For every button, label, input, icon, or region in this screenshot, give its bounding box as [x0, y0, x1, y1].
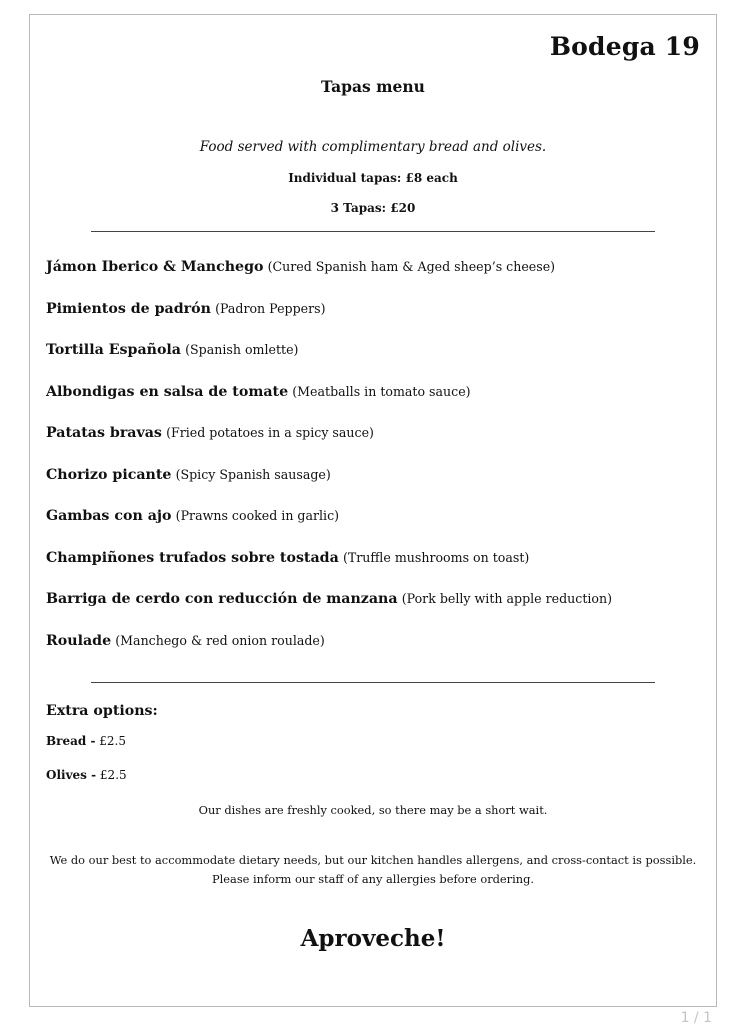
menu-item	[46, 550, 706, 592]
item-name: Albondigas en salsa de tomate	[46, 383, 289, 400]
item-name: Gambas con ajo	[46, 508, 172, 524]
intro-note: Food served with complimentary bread and olives.	[199, 139, 547, 155]
extra-price: £2.5	[99, 768, 127, 782]
item-name: Champiñones trufados sobre tostada	[46, 549, 339, 566]
extra-option-olives	[46, 768, 127, 782]
item-description: (Meatballs in tomato sauce)	[292, 383, 471, 399]
menu-item	[46, 425, 706, 467]
extra-price: £2.5	[99, 734, 126, 748]
menu-item	[46, 384, 706, 426]
item-name: Jámon Iberico & Manchego	[46, 259, 264, 275]
item-name: Roulade	[46, 632, 112, 649]
menu-item	[46, 259, 706, 301]
menu-item	[46, 508, 706, 550]
bundle-price: 3 Tapas: £20	[330, 201, 416, 215]
extras-heading: Extra options:	[46, 703, 158, 719]
wait-note: Our dishes are freshly cooked, so there may be a short wait.	[198, 803, 548, 817]
allergen-note-line-1: We do our best to accommodate dietary needs, but our kitchen handles allergens, and cross-contact is possible.	[49, 853, 697, 867]
item-description: (Spanish omlette)	[185, 342, 299, 357]
menu-item	[46, 467, 706, 509]
extra-name: Bread -	[46, 734, 96, 748]
restaurant-name: Bodega 19	[549, 32, 700, 61]
menu-item	[46, 591, 706, 633]
extra-name: Olives -	[46, 768, 97, 782]
menu-page	[29, 14, 717, 1007]
page-counter: 1 / 1	[680, 1010, 712, 1024]
individual-price: Individual tapas: £8 each	[288, 171, 458, 185]
item-description: (Padron Peppers)	[215, 300, 326, 316]
menu-item	[46, 633, 706, 675]
item-description: (Spicy Spanish sausage)	[175, 466, 331, 482]
signoff: Aproveche!	[300, 925, 446, 952]
item-name: Chorizo picante	[46, 466, 172, 483]
item-name: Pimientos de padrón	[46, 300, 211, 317]
item-name: Patatas bravas	[46, 425, 162, 441]
item-description: (Pork belly with apple reduction)	[401, 591, 613, 606]
tapas-list	[46, 259, 706, 674]
divider-top	[91, 231, 655, 232]
item-description: (Fried potatoes in a spicy sauce)	[166, 425, 374, 440]
item-description: (Prawns cooked in garlic)	[175, 508, 340, 523]
menu-item	[46, 342, 706, 384]
extra-option-bread	[46, 734, 126, 748]
allergen-note-line-2: Please inform our staff of any allergies before ordering.	[211, 872, 535, 886]
item-name: Tortilla Española	[46, 342, 181, 358]
item-description: (Manchego & red onion roulade)	[115, 632, 325, 648]
item-description: (Cured Spanish ham & Aged sheep’s cheese)	[267, 259, 556, 274]
menu-item	[46, 301, 706, 343]
item-name: Barriga de cerdo con reducción de manzana	[46, 591, 398, 607]
item-description: (Truffle mushrooms on toast)	[342, 549, 530, 565]
divider-bottom	[91, 682, 655, 683]
menu-title: Tapas menu	[321, 77, 425, 96]
